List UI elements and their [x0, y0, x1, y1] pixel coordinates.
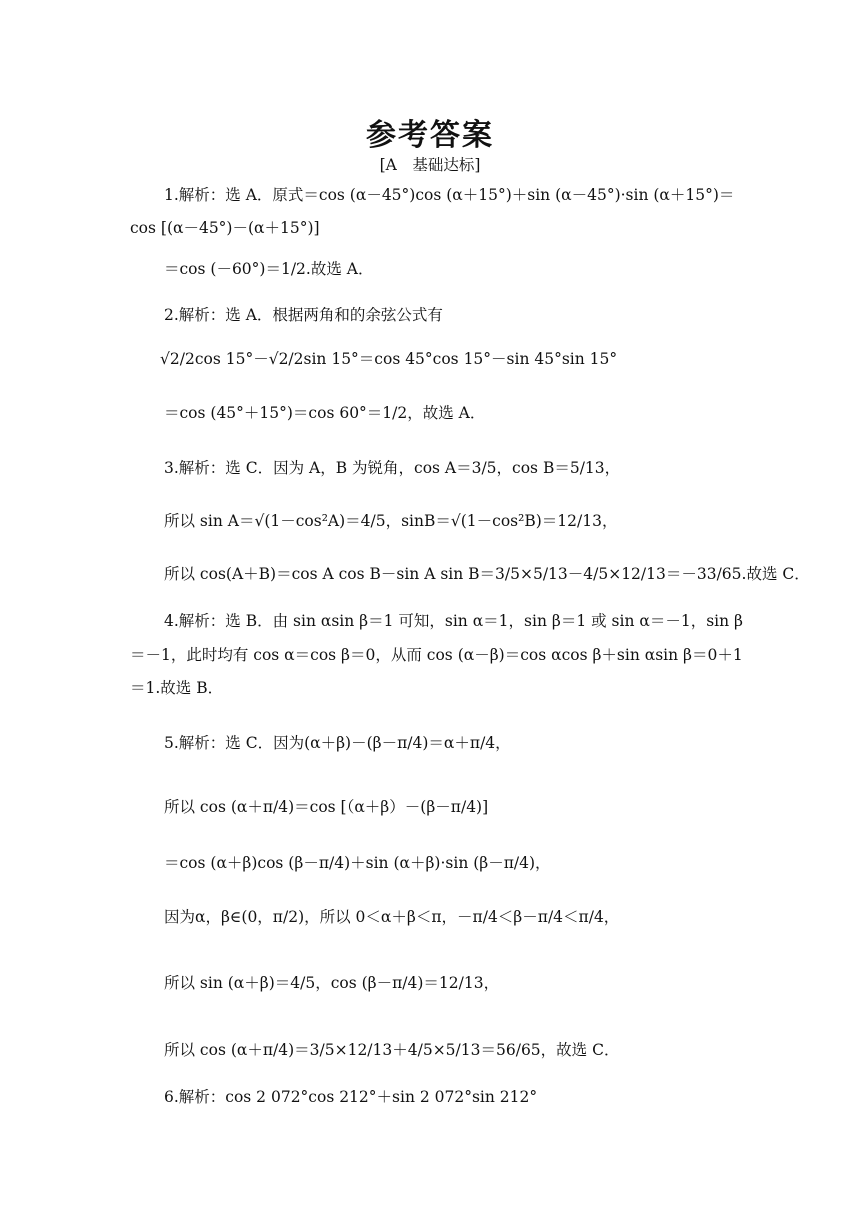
answer-line: 所以 cos (α＋π/4)＝3/5×12/13＋4/5×5/13＝56/65，故选 C． — [164, 1041, 620, 1059]
answer-line: ＝cos (45°＋15°)＝cos 60°＝1/2，故选 A． — [164, 404, 486, 422]
answer-line: 6.解析：cos 2 072°cos 212°＋sin 2 072°sin 212° — [164, 1088, 538, 1106]
answer-line: 4.解析：选 B．由 sin αsin β＝1 可知，sin α＝1，sin β＝1 或 sin α＝－1，sin β — [164, 612, 743, 630]
answer-line: ＝cos (α＋β)cos (β－π/4)＋sin (α＋β)·sin (β－π/4)， — [164, 854, 551, 872]
answer-line: 5.解析：选 C．因为(α＋β)－(β－π/4)＝α＋π/4， — [164, 734, 511, 752]
section-heading: [A 基础达标] — [379, 156, 481, 174]
answer-line: 所以 cos (α＋π/4)＝cos [（α＋β）－(β－π/4)] — [164, 798, 489, 816]
page-title: 参考答案 — [366, 118, 494, 153]
answer-line: 2.解析：选 A．根据两角和的余弦公式有 — [164, 306, 443, 324]
answer-line: 所以 sin (α＋β)＝4/5，cos (β－π/4)＝12/13， — [164, 974, 500, 992]
answer-line: ＝1.故选 B． — [130, 679, 224, 697]
answer-line: 1.解析：选 A．原式＝cos (α－45°)cos (α＋15°)＋sin (α－45°)·sin (α＋15°)＝ — [164, 186, 735, 204]
answer-line: ＝－1，此时均有 cos α＝cos β＝0，从而 cos (α－β)＝cos αcos β＋sin αsin β＝0＋1 — [130, 646, 743, 664]
answer-line: 所以 cos(A＋B)＝cos A cos B－sin A sin B＝3/5×5/13－4/5×12/13＝－33/65.故选 C． — [164, 565, 810, 583]
answer-line: √2/2cos 15°－√2/2sin 15°＝cos 45°cos 15°－sin 45°sin 15° — [160, 350, 618, 368]
answer-line: 因为α，β∈(0，π/2)，所以 0＜α＋β＜π，－π/4＜β－π/4＜π/4， — [164, 908, 620, 926]
answer-line: 所以 sin A＝√(1－cos²A)＝4/5，sinB＝√(1－cos²B)＝12/13， — [164, 512, 618, 530]
answer-line: cos [(α－45°)－(α＋15°)] — [130, 219, 320, 237]
answer-line: ＝cos (－60°)＝1/2.故选 A． — [164, 260, 374, 278]
answer-line: 3.解析：选 C．因为 A，B 为锐角，cos A＝3/5，cos B＝5/13， — [164, 459, 621, 477]
